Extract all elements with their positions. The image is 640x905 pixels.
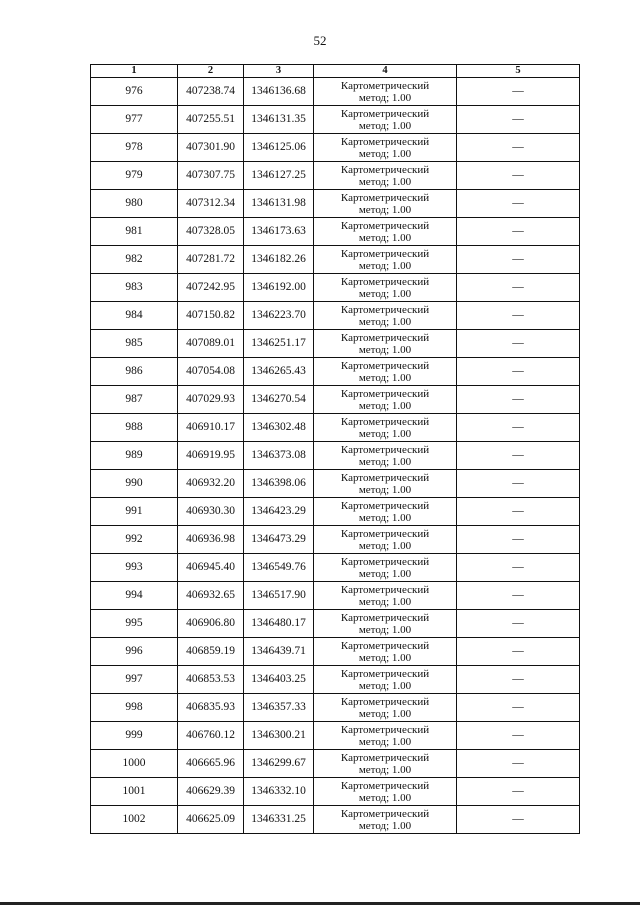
method-name: Картометрический: [340, 555, 430, 568]
x-coordinate-cell: 407255.51: [178, 106, 244, 134]
x-coordinate-cell: 406853.53: [178, 666, 244, 694]
x-coordinate-cell: 406932.65: [178, 582, 244, 610]
method-cell: [314, 302, 457, 330]
x-coordinate-cell: 406919.95: [178, 442, 244, 470]
method-accuracy: метод; 1.00: [358, 679, 412, 692]
method-cell: [314, 470, 457, 498]
method-accuracy: метод; 1.00: [358, 119, 412, 132]
y-coordinate-cell: 1346300.21: [244, 722, 314, 750]
point-number-cell: 991: [91, 498, 178, 526]
y-coordinate-cell: 1346136.68: [244, 78, 314, 106]
method-name: Картометрический: [340, 331, 430, 344]
table-row: [91, 106, 580, 134]
method-name: Картометрический: [340, 667, 430, 680]
method-cell: [314, 330, 457, 358]
method-cell: [314, 442, 457, 470]
method-cell: [314, 274, 457, 302]
method-cell: [314, 246, 457, 274]
method-accuracy: метод; 1.00: [358, 595, 412, 608]
method-cell: [314, 750, 457, 778]
x-coordinate-cell: 406625.09: [178, 806, 244, 834]
method-cell: [314, 526, 457, 554]
y-coordinate-cell: 1346270.54: [244, 386, 314, 414]
method-cell: [314, 554, 457, 582]
point-number-cell: 992: [91, 526, 178, 554]
method-cell: [314, 778, 457, 806]
table-row: [91, 778, 580, 806]
y-coordinate-cell: 1346251.17: [244, 330, 314, 358]
y-coordinate-cell: 1346127.25: [244, 162, 314, 190]
table-row: [91, 190, 580, 218]
point-number-cell: 986: [91, 358, 178, 386]
method-name: Картометрический: [340, 723, 430, 736]
method-name: Картометрический: [340, 443, 430, 456]
point-number-cell: 997: [91, 666, 178, 694]
table-row: [91, 470, 580, 498]
description-cell: —: [457, 666, 580, 694]
method-name: Картометрический: [340, 387, 430, 400]
method-name: Картометрический: [340, 499, 430, 512]
column-header-4: 4: [314, 65, 457, 78]
method-cell: [314, 134, 457, 162]
description-cell: —: [457, 414, 580, 442]
description-cell: —: [457, 610, 580, 638]
point-number-cell: 985: [91, 330, 178, 358]
table-row: [91, 134, 580, 162]
y-coordinate-cell: 1346192.00: [244, 274, 314, 302]
method-cell: [314, 162, 457, 190]
x-coordinate-cell: 406629.39: [178, 778, 244, 806]
y-coordinate-cell: 1346302.48: [244, 414, 314, 442]
point-number-cell: 993: [91, 554, 178, 582]
y-coordinate-cell: 1346480.17: [244, 610, 314, 638]
method-cell: [314, 386, 457, 414]
y-coordinate-cell: 1346423.29: [244, 498, 314, 526]
description-cell: —: [457, 694, 580, 722]
description-cell: —: [457, 750, 580, 778]
description-cell: —: [457, 470, 580, 498]
table-row: [91, 218, 580, 246]
x-coordinate-cell: 407238.74: [178, 78, 244, 106]
description-cell: —: [457, 218, 580, 246]
y-coordinate-cell: 1346439.71: [244, 638, 314, 666]
table-header: [91, 65, 580, 78]
method-cell: [314, 106, 457, 134]
description-cell: —: [457, 246, 580, 274]
description-cell: —: [457, 162, 580, 190]
description-cell: —: [457, 806, 580, 834]
description-cell: —: [457, 722, 580, 750]
y-coordinate-cell: 1346265.43: [244, 358, 314, 386]
description-cell: —: [457, 526, 580, 554]
table-row: [91, 246, 580, 274]
point-number-cell: 988: [91, 414, 178, 442]
method-name: Картометрический: [340, 415, 430, 428]
table-row: [91, 358, 580, 386]
description-cell: —: [457, 358, 580, 386]
method-accuracy: метод; 1.00: [358, 455, 412, 468]
description-cell: —: [457, 442, 580, 470]
point-number-cell: 984: [91, 302, 178, 330]
x-coordinate-cell: 407301.90: [178, 134, 244, 162]
method-accuracy: метод; 1.00: [358, 707, 412, 720]
table-row: [91, 638, 580, 666]
method-cell: [314, 414, 457, 442]
y-coordinate-cell: 1346403.25: [244, 666, 314, 694]
method-cell: [314, 358, 457, 386]
x-coordinate-cell: 407150.82: [178, 302, 244, 330]
table-row: [91, 386, 580, 414]
method-cell: [314, 498, 457, 526]
method-cell: [314, 722, 457, 750]
method-accuracy: метод; 1.00: [358, 371, 412, 384]
point-number-cell: 996: [91, 638, 178, 666]
method-accuracy: метод; 1.00: [358, 315, 412, 328]
method-cell: [314, 78, 457, 106]
method-name: Картометрический: [340, 303, 430, 316]
description-cell: —: [457, 638, 580, 666]
method-cell: [314, 806, 457, 834]
description-cell: —: [457, 330, 580, 358]
method-accuracy: метод; 1.00: [358, 791, 412, 804]
header-row: [91, 65, 580, 78]
point-number-cell: 987: [91, 386, 178, 414]
method-name: Картометрический: [340, 191, 430, 204]
y-coordinate-cell: 1346473.29: [244, 526, 314, 554]
method-cell: [314, 694, 457, 722]
method-accuracy: метод; 1.00: [358, 763, 412, 776]
method-name: Картометрический: [340, 779, 430, 792]
y-coordinate-cell: 1346182.26: [244, 246, 314, 274]
point-number-cell: 1001: [91, 778, 178, 806]
method-name: Картометрический: [340, 583, 430, 596]
point-number-cell: 989: [91, 442, 178, 470]
description-cell: —: [457, 134, 580, 162]
x-coordinate-cell: 407281.72: [178, 246, 244, 274]
table-row: [91, 302, 580, 330]
description-cell: —: [457, 106, 580, 134]
method-accuracy: метод; 1.00: [358, 91, 412, 104]
method-accuracy: метод; 1.00: [358, 651, 412, 664]
method-accuracy: метод; 1.00: [358, 203, 412, 216]
y-coordinate-cell: 1346125.06: [244, 134, 314, 162]
coordinates-table: [90, 64, 580, 834]
point-number-cell: 995: [91, 610, 178, 638]
method-accuracy: метод; 1.00: [358, 567, 412, 580]
x-coordinate-cell: 406932.20: [178, 470, 244, 498]
point-number-cell: 1002: [91, 806, 178, 834]
y-coordinate-cell: 1346299.67: [244, 750, 314, 778]
table-row: [91, 498, 580, 526]
x-coordinate-cell: 406906.80: [178, 610, 244, 638]
description-cell: —: [457, 78, 580, 106]
method-cell: [314, 610, 457, 638]
page-number: 52: [313, 33, 327, 48]
method-name: Картометрический: [340, 79, 430, 92]
x-coordinate-cell: 406859.19: [178, 638, 244, 666]
x-coordinate-cell: 406835.93: [178, 694, 244, 722]
method-accuracy: метод; 1.00: [358, 623, 412, 636]
column-header-2: 2: [178, 65, 244, 78]
method-accuracy: метод; 1.00: [358, 231, 412, 244]
method-accuracy: метод; 1.00: [358, 175, 412, 188]
description-cell: —: [457, 302, 580, 330]
method-name: Картометрический: [340, 247, 430, 260]
y-coordinate-cell: 1346398.06: [244, 470, 314, 498]
method-name: Картометрический: [340, 107, 430, 120]
point-number-cell: 980: [91, 190, 178, 218]
table-row: [91, 554, 580, 582]
point-number-cell: 1000: [91, 750, 178, 778]
point-number-cell: 994: [91, 582, 178, 610]
point-number-cell: 982: [91, 246, 178, 274]
y-coordinate-cell: 1346549.76: [244, 554, 314, 582]
method-name: Картометрический: [340, 163, 430, 176]
x-coordinate-cell: 406910.17: [178, 414, 244, 442]
method-name: Картометрический: [340, 695, 430, 708]
description-cell: —: [457, 190, 580, 218]
table-row: [91, 694, 580, 722]
method-accuracy: метод; 1.00: [358, 287, 412, 300]
description-cell: —: [457, 498, 580, 526]
table-row: [91, 442, 580, 470]
method-name: Картометрический: [340, 219, 430, 232]
y-coordinate-cell: 1346517.90: [244, 582, 314, 610]
y-coordinate-cell: 1346331.25: [244, 806, 314, 834]
description-cell: —: [457, 274, 580, 302]
y-coordinate-cell: 1346173.63: [244, 218, 314, 246]
y-coordinate-cell: 1346357.33: [244, 694, 314, 722]
method-name: Картометрический: [340, 639, 430, 652]
method-accuracy: метод; 1.00: [358, 399, 412, 412]
method-cell: [314, 638, 457, 666]
method-accuracy: метод; 1.00: [358, 483, 412, 496]
x-coordinate-cell: 407312.34: [178, 190, 244, 218]
table-row: [91, 582, 580, 610]
method-accuracy: метод; 1.00: [358, 427, 412, 440]
method-accuracy: метод; 1.00: [358, 343, 412, 356]
method-name: Картометрический: [340, 135, 430, 148]
description-cell: —: [457, 386, 580, 414]
x-coordinate-cell: 407054.08: [178, 358, 244, 386]
y-coordinate-cell: 1346131.98: [244, 190, 314, 218]
x-coordinate-cell: 407328.05: [178, 218, 244, 246]
point-number-cell: 998: [91, 694, 178, 722]
point-number-cell: 979: [91, 162, 178, 190]
y-coordinate-cell: 1346131.35: [244, 106, 314, 134]
y-coordinate-cell: 1346373.08: [244, 442, 314, 470]
method-accuracy: метод; 1.00: [358, 147, 412, 160]
x-coordinate-cell: 406936.98: [178, 526, 244, 554]
x-coordinate-cell: 406760.12: [178, 722, 244, 750]
x-coordinate-cell: 407242.95: [178, 274, 244, 302]
x-coordinate-cell: 407029.93: [178, 386, 244, 414]
table-row: [91, 722, 580, 750]
table-row: [91, 274, 580, 302]
x-coordinate-cell: 406930.30: [178, 498, 244, 526]
method-name: Картометрический: [340, 611, 430, 624]
x-coordinate-cell: 407089.01: [178, 330, 244, 358]
method-cell: [314, 666, 457, 694]
table-row: [91, 610, 580, 638]
description-cell: —: [457, 582, 580, 610]
method-cell: [314, 218, 457, 246]
point-number-cell: 977: [91, 106, 178, 134]
column-header-3: 3: [244, 65, 314, 78]
y-coordinate-cell: 1346332.10: [244, 778, 314, 806]
method-name: Картометрический: [340, 527, 430, 540]
point-number-cell: 990: [91, 470, 178, 498]
method-accuracy: метод; 1.00: [358, 539, 412, 552]
table-row: [91, 414, 580, 442]
table-row: [91, 526, 580, 554]
method-accuracy: метод; 1.00: [358, 511, 412, 524]
point-number-cell: 978: [91, 134, 178, 162]
method-cell: [314, 582, 457, 610]
table-body: [91, 78, 580, 834]
point-number-cell: 976: [91, 78, 178, 106]
method-accuracy: метод; 1.00: [358, 819, 412, 832]
table-row: [91, 666, 580, 694]
point-number-cell: 981: [91, 218, 178, 246]
point-number-cell: 999: [91, 722, 178, 750]
description-cell: —: [457, 554, 580, 582]
method-cell: [314, 190, 457, 218]
column-header-1: 1: [91, 65, 178, 78]
method-name: Картометрический: [340, 471, 430, 484]
column-header-5: 5: [457, 65, 580, 78]
method-name: Картометрический: [340, 275, 430, 288]
x-coordinate-cell: 406665.96: [178, 750, 244, 778]
y-coordinate-cell: 1346223.70: [244, 302, 314, 330]
table-row: [91, 806, 580, 834]
table-row: [91, 330, 580, 358]
method-name: Картометрический: [340, 359, 430, 372]
method-accuracy: метод; 1.00: [358, 735, 412, 748]
table-row: [91, 78, 580, 106]
point-number-cell: 983: [91, 274, 178, 302]
description-cell: —: [457, 778, 580, 806]
method-name: Картометрический: [340, 751, 430, 764]
x-coordinate-cell: 406945.40: [178, 554, 244, 582]
table-row: [91, 162, 580, 190]
table-row: [91, 750, 580, 778]
method-accuracy: метод; 1.00: [358, 259, 412, 272]
x-coordinate-cell: 407307.75: [178, 162, 244, 190]
method-name: Картометрический: [340, 807, 430, 820]
